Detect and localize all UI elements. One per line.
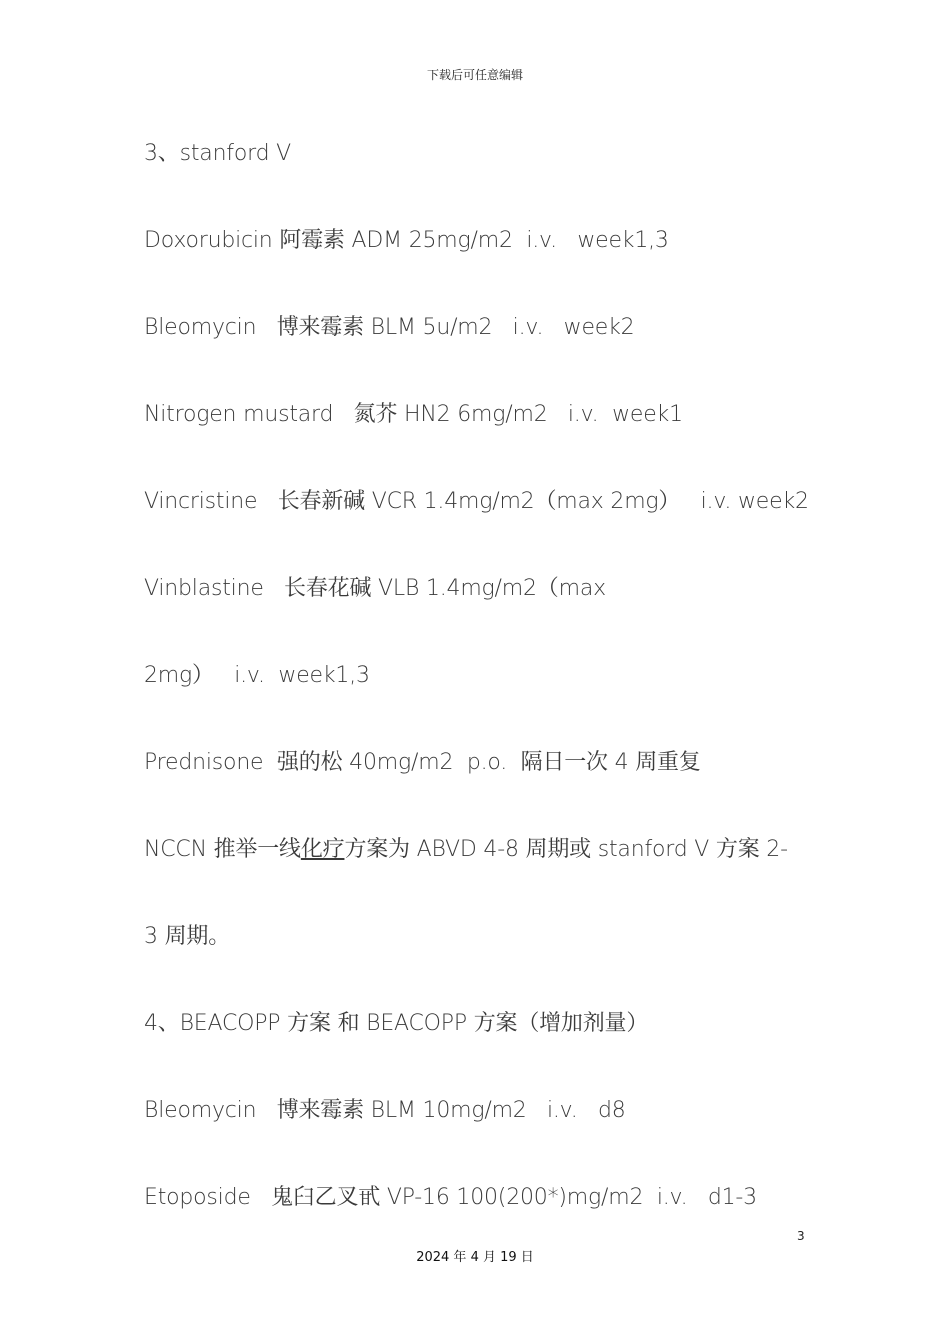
section-heading-stanford-v: 3、stanford V: [144, 141, 291, 166]
nccn-text-start: NCCN 推举一线: [144, 837, 301, 862]
drug-line-bleomycin-beacopp: Bleomycin 博来霉素 BLM 10mg/m2 i.v. d8: [144, 1098, 626, 1123]
drug-line-vinblastine-cont: 2mg） i.v. week1,3: [144, 663, 370, 688]
page-number: 3: [797, 1229, 805, 1243]
drug-line-etoposide: Etoposide 鬼臼乙叉甙 VP-16 100(200*)mg/m2 i.v. d1-3: [144, 1185, 757, 1210]
section-heading-beacopp: 4、BEACOPP 方案 和 BEACOPP 方案（增加剂量）: [144, 1011, 649, 1036]
drug-line-nitrogen-mustard: Nitrogen mustard 氮芥 HN2 6mg/m2 i.v. week1: [144, 402, 683, 427]
nccn-text-end: 方案为 ABVD 4-8 周期或 stanford V 方案 2-: [344, 837, 788, 862]
page-footer-date: 2024 年 4 月 19 日: [416, 1250, 534, 1265]
drug-line-bleomycin: Bleomycin 博来霉素 BLM 5u/m2 i.v. week2: [144, 315, 635, 340]
drug-line-vinblastine: Vinblastine 长春花碱 VLB 1.4mg/m2（max: [144, 576, 606, 601]
drug-line-vincristine: Vincristine 长春新碱 VCR 1.4mg/m2（max 2mg） i.v. week2: [144, 489, 809, 514]
drug-line-prednisone: Prednisone 强的松 40mg/m2 p.o. 隔日一次 4 周重复: [144, 750, 701, 775]
page-header: 下载后可任意编辑: [426, 68, 523, 82]
nccn-recommendation: [144, 832, 788, 863]
drug-line-doxorubicin: Doxorubicin 阿霉素 ADM 25mg/m2 i.v. week1,3: [144, 228, 669, 253]
chemotherapy-link-text: 化疗: [300, 837, 345, 862]
nccn-recommendation-cont: 3 周期。: [144, 924, 230, 949]
